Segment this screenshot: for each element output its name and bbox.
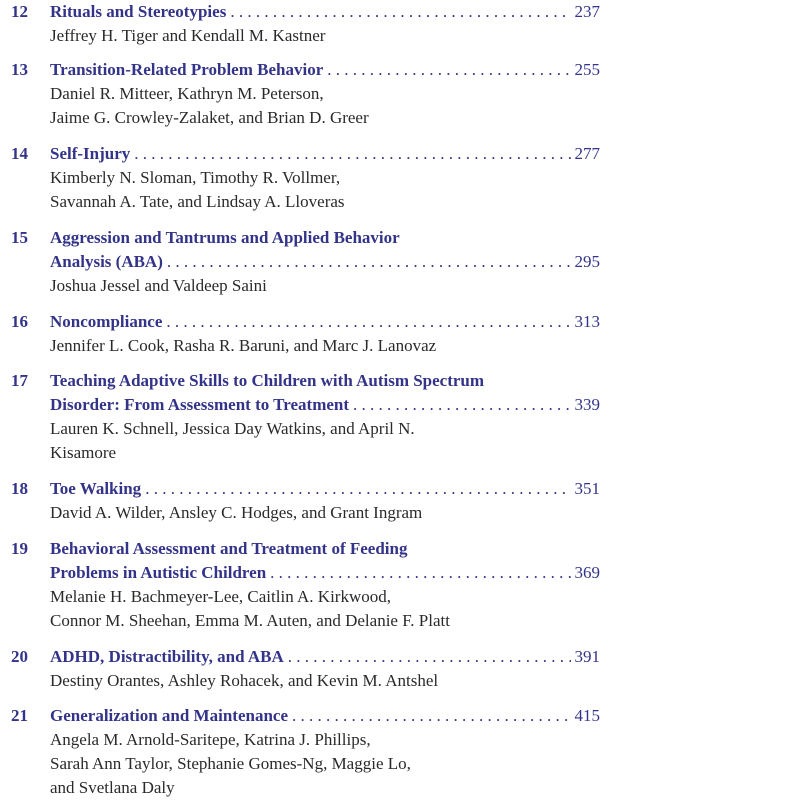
page-number[interactable]: 237: [574, 2, 600, 21]
chapter-number: 21: [11, 706, 28, 725]
chapter-title-row[interactable]: [50, 645, 600, 669]
page-number[interactable]: 351: [574, 479, 600, 498]
chapter-title[interactable]: Self-Injury: [50, 144, 131, 163]
chapter-title-row[interactable]: [50, 250, 600, 274]
chapter-number: 17: [11, 371, 28, 390]
chapter-number: 14: [11, 144, 28, 163]
chapter-title[interactable]: Generalization and Maintenance: [50, 706, 288, 725]
chapter-title[interactable]: Analysis (ABA): [50, 252, 163, 271]
chapter-authors: Jennifer L. Cook, Rasha R. Baruni, and Marc J. Lanovaz: [50, 336, 437, 355]
chapter-authors: Connor M. Sheehan, Emma M. Auten, and Delanie F. Platt: [50, 611, 450, 630]
chapter-title[interactable]: Disorder: From Assessment to Treatment: [50, 395, 350, 414]
dot-leader: [270, 561, 570, 585]
chapter-title-line[interactable]: Teaching Adaptive Skills to Children with Autism Spectrum: [50, 371, 485, 390]
chapter-authors: Melanie H. Bachmeyer-Lee, Caitlin A. Kirkwood,: [50, 587, 391, 606]
chapter-authors: Savannah A. Tate, and Lindsay A. Lloveras: [50, 192, 345, 211]
page-number[interactable]: 295: [574, 252, 600, 271]
chapter-authors: Jeffrey H. Tiger and Kendall M. Kastner: [50, 26, 326, 45]
chapter-number: 18: [11, 479, 28, 498]
chapter-title-row[interactable]: [50, 310, 600, 334]
dot-leader: [167, 250, 571, 274]
chapter-title[interactable]: ADHD, Distractibility, and ABA: [50, 647, 284, 666]
chapter-authors: Kisamore: [50, 443, 117, 462]
chapter-number: 13: [11, 60, 28, 79]
page-number[interactable]: 339: [574, 395, 600, 414]
dot-leader: [288, 645, 571, 669]
chapter-title-line[interactable]: Aggression and Tantrums and Applied Behavior: [50, 228, 400, 247]
chapter-title-row[interactable]: [50, 0, 600, 24]
page-number[interactable]: 415: [574, 706, 600, 725]
chapter-title[interactable]: Toe Walking: [50, 479, 142, 498]
chapter-title-line[interactable]: Behavioral Assessment and Treatment of Feeding: [50, 539, 408, 558]
dot-leader: [327, 58, 570, 82]
chapter-number: 16: [11, 312, 28, 331]
dot-leader: [230, 0, 570, 24]
chapter-title[interactable]: Transition-Related Problem Behavior: [50, 60, 324, 79]
chapter-title-row[interactable]: [50, 477, 600, 501]
chapter-title[interactable]: Problems in Autistic Children: [50, 563, 267, 582]
chapter-number: 20: [11, 647, 28, 666]
chapter-number: 12: [11, 2, 28, 21]
chapter-authors: Lauren K. Schnell, Jessica Day Watkins, and April N.: [50, 419, 415, 438]
dot-leader: [145, 477, 570, 501]
page-number[interactable]: 369: [574, 563, 600, 582]
dot-leader: [134, 142, 570, 166]
chapter-authors: and Svetlana Daly: [50, 778, 175, 797]
chapter-authors: Jaime G. Crowley-Zalaket, and Brian D. Greer: [50, 108, 369, 127]
chapter-authors: Joshua Jessel and Valdeep Saini: [50, 276, 267, 295]
chapter-title-row[interactable]: [50, 561, 600, 585]
chapter-authors: Kimberly N. Sloman, Timothy R. Vollmer,: [50, 168, 341, 187]
chapter-title[interactable]: Rituals and Stereotypies: [50, 2, 227, 21]
chapter-number: 19: [11, 539, 28, 558]
chapter-authors: David A. Wilder, Ansley C. Hodges, and Grant Ingram: [50, 503, 423, 522]
page-number[interactable]: 313: [574, 312, 600, 331]
dot-leader: [353, 393, 570, 417]
chapter-title-row[interactable]: [50, 393, 600, 417]
chapter-title-row[interactable]: [50, 58, 600, 82]
dot-leader: [166, 310, 570, 334]
chapter-authors: Sarah Ann Taylor, Stephanie Gomes-Ng, Maggie Lo,: [50, 754, 411, 773]
chapter-title[interactable]: Noncompliance: [50, 312, 163, 331]
page-number[interactable]: 277: [574, 144, 600, 163]
chapter-title-row[interactable]: [50, 142, 600, 166]
chapter-authors: Angela M. Arnold-Saritepe, Katrina J. Phillips,: [50, 730, 371, 749]
page-number[interactable]: 391: [574, 647, 600, 666]
chapter-number: 15: [11, 228, 28, 247]
chapter-title-row[interactable]: [50, 704, 600, 728]
chapter-authors: Daniel R. Mitteer, Kathryn M. Peterson,: [50, 84, 324, 103]
dot-leader: [292, 704, 571, 728]
chapter-authors: Destiny Orantes, Ashley Rohacek, and Kevin M. Antshel: [50, 671, 439, 690]
page-number[interactable]: 255: [574, 60, 600, 79]
